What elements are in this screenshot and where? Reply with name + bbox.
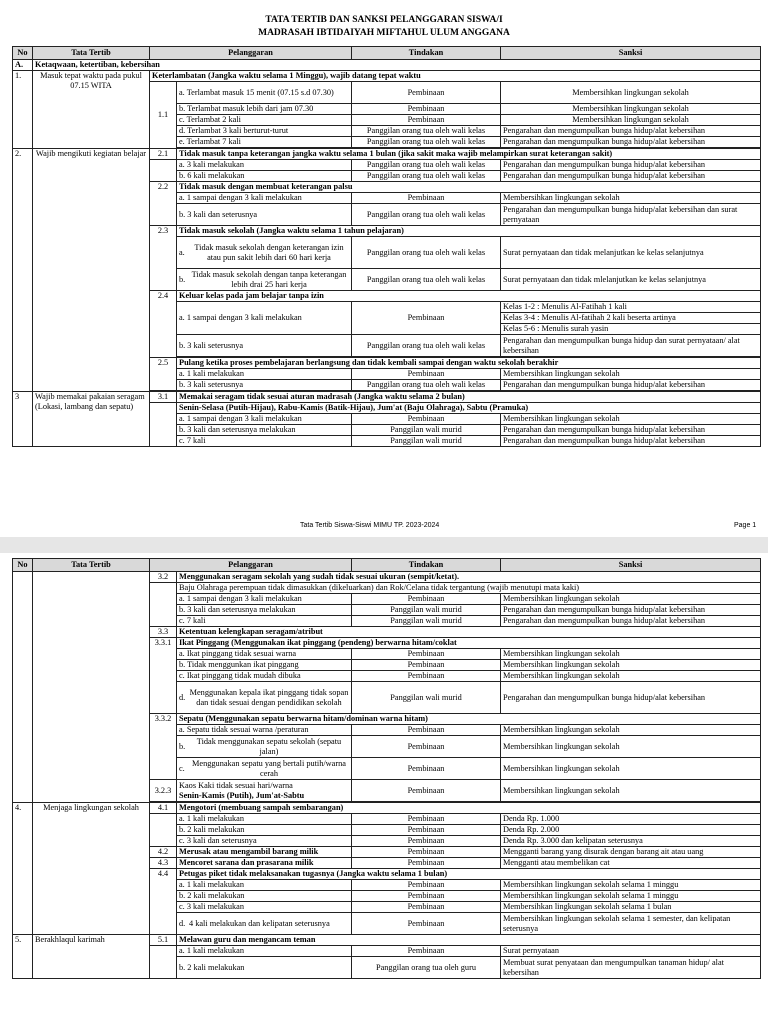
sanction-cell: Membersihkan lingkungan sekolah <box>501 115 761 126</box>
item-letter: b. <box>179 274 186 284</box>
table-row <box>13 935 761 946</box>
violation-item: e. Terlambat 7 kali <box>177 137 352 148</box>
sanction-cell: Kelas 1-2 : Menulis Al-Fatihah 1 kali <box>501 302 761 313</box>
violation-code: 3.2 <box>150 572 177 583</box>
violation-item: a. Sepatu tidak sesuai warna /peraturan <box>177 725 352 736</box>
violation-item <box>177 269 352 291</box>
action-cell: Panggilan wali murid <box>352 436 501 447</box>
violation-heading: Menggunakan seragam sekolah yang sudah tidak sesuai ukuran (sempit/ketat). <box>177 572 761 583</box>
action-cell: Panggilan orang tua oleh wali kelas <box>352 126 501 137</box>
sanction-cell: Membersihkan lingkungan sekolah <box>501 193 761 204</box>
violation-item <box>177 758 352 780</box>
sanction-cell: Membersihkan lingkungan sekolah <box>501 780 761 802</box>
action-cell: Pembinaan <box>352 302 501 335</box>
action-cell: Pembinaan <box>352 891 501 902</box>
sanction-cell: Kelas 5-6 : Menulis surah yasin <box>501 324 761 335</box>
rule-number: 3 <box>13 392 33 447</box>
violation-heading: Mengotori (membuang sampah sembarangan) <box>177 803 761 814</box>
action-cell: Pembinaan <box>352 913 501 935</box>
sanction-cell: Pengarahan dan mengumpulkan bunga hidup/alat kebersihan <box>501 616 761 627</box>
sanction-cell: Denda Rp. 3.000 dan kelipatan seterusnya <box>501 836 761 847</box>
sanction-cell: Membersihkan lingkungan sekolah <box>501 369 761 380</box>
violation-heading: Petugas piket tidak melaksanakan tugasnya (Jangka waktu selama 1 bulan) <box>177 869 761 880</box>
item-text: Menggunakan kepala ikat pinggang tidak sopan dan tidak sesuai dengan pendidikan sekolah <box>189 687 349 707</box>
action-cell: Panggilan orang tua oleh wali kelas <box>352 137 501 148</box>
violation-item <box>177 82 352 104</box>
violation-code: 3.1 <box>150 392 177 403</box>
item-text: Kaos Kaki tidak sesuai hari/warna <box>179 780 293 790</box>
violation-code: 4.3 <box>150 858 177 869</box>
action-cell: Pembinaan <box>352 758 501 780</box>
sanction-cell: Surat pernyataan dan tidak mlelanjutkan ke kelas selanjutnya <box>501 269 761 291</box>
violation-item: b. 3 kali dan seterusnya melakukan <box>177 425 352 436</box>
violation-code: 5.1 <box>150 935 177 946</box>
action-cell: Panggilan wali murid <box>352 425 501 436</box>
rule-title: Wajib mengikuti kegiatan belajar <box>33 149 150 392</box>
action-cell: Panggilan wali murid <box>352 605 501 616</box>
sanction-cell: Membersihkan lingkungan sekolah <box>501 649 761 660</box>
violation-item: a. Ikat pinggang tidak sesuai warna <box>177 649 352 660</box>
violation-item: b. 3 kali seterusnya <box>177 335 352 357</box>
violation-item: a. 3 kali melakukan <box>177 160 352 171</box>
sanction-cell: Membersihkan lingkungan sekolah <box>501 414 761 425</box>
sanction-cell: Pengarahan dan mengumpulkan bunga hidup/alat kebersihan <box>501 436 761 447</box>
violation-item <box>177 780 352 802</box>
section-title: Ketaqwaan, ketertiban, kebersihan <box>33 60 761 71</box>
action-cell: Pembinaan <box>352 414 501 425</box>
sanction-cell: Membersihkan lingkungan sekolah <box>501 82 761 104</box>
sanction-cell: Mengganti barang yang disurak dengan barang ait atau uang <box>501 847 761 858</box>
table-row <box>13 392 761 403</box>
rule-number: 4. <box>13 803 33 935</box>
violation-code: 4.4 <box>150 869 177 935</box>
rules-table-page-2 <box>12 558 761 979</box>
item-letter: a. <box>179 87 187 97</box>
rules-table-page-1 <box>12 46 761 447</box>
code-spacer <box>150 160 177 182</box>
violation-item: b. 6 kali melakukan <box>177 171 352 182</box>
violation-item <box>177 682 352 714</box>
action-cell: Panggilan orang tua oleh wali kelas <box>352 204 501 226</box>
violation-code: 3.3.1 <box>150 638 177 714</box>
sanction-cell: Denda Rp. 1.000 <box>501 814 761 825</box>
action-cell: Panggilan wali murid <box>352 682 501 714</box>
violation-code: 2.4 <box>150 291 177 358</box>
violation-item: c. 7 kali <box>177 436 352 447</box>
table-header-row <box>13 559 761 572</box>
sanction-cell: Membersihkan lingkungan sekolah <box>501 736 761 758</box>
violation-item: b. 2 kali melakukan <box>177 891 352 902</box>
item-letter: d. <box>179 918 186 928</box>
violation-code: 2.1 <box>150 149 177 160</box>
violation-item: a. 1 kali melakukan <box>177 814 352 825</box>
sanction-cell: Pengarahan dan mengumpulkan bunga hidup/alat kebersihan dan surat pernyataan <box>501 204 761 226</box>
violation-item <box>177 736 352 758</box>
item-text: Tidak masuk sekolah dengan keterangan izin atau pun sakit lebih dari 60 hari kerja <box>194 242 344 262</box>
action-cell: Panggilan orang tua oleh wali kelas <box>352 269 501 291</box>
item-letter: c. <box>179 763 185 773</box>
violation-heading: Sepatu (Menggunakan sepatu berwarna hitam/dominan warna hitam) <box>177 714 761 725</box>
violation-item: b. 2 kali melakukan <box>177 825 352 836</box>
footer-document-title: Tata Tertib Siswa-Siswi MIMU TP. 2023-2024 <box>300 522 440 529</box>
rule-number: 5. <box>13 935 33 979</box>
action-cell: Pembinaan <box>352 847 501 858</box>
table-row <box>13 803 761 814</box>
header-pelanggaran: Pelanggaran <box>150 559 352 572</box>
action-cell: Pembinaan <box>352 858 501 869</box>
section-number: A. <box>13 60 33 71</box>
item-letter: a. <box>179 247 185 257</box>
violation-heading: Tidak masuk sekolah (Jangka waktu selama 1 tahun pelajaran) <box>177 226 761 237</box>
action-cell: Pembinaan <box>352 836 501 847</box>
violation-code: 4.2 <box>150 847 177 858</box>
violation-item: b. Tidak menggunkan ikat pinggang <box>177 660 352 671</box>
violation-note: Baju Olahraga perempuan tidak dimasukkan (dikeluarkan) dan Rok/Celana tidak tergantung (wajib menutupi mata kaki) <box>177 583 761 594</box>
header-tata-tertib: Tata Tertib <box>33 559 150 572</box>
sanction-cell: Surat pernyataan dan tidak melanjutkan ke kelas selanjutnya <box>501 237 761 269</box>
violation-code: 4.1 <box>150 803 177 814</box>
sanction-cell: Membersihkan lingkungan sekolah selama 1 minggu <box>501 880 761 891</box>
code-spacer <box>150 946 177 979</box>
sanction-cell: Membersihkan lingkungan sekolah <box>501 660 761 671</box>
violation-code: 3.3 <box>150 627 177 638</box>
sanction-cell: Membuat surat penyataan dan mengumpulkan tanaman hidup/ alat kebersihan <box>501 957 761 979</box>
header-no: No <box>13 559 33 572</box>
violation-item: a. 1 kali melakukan <box>177 369 352 380</box>
rule-title: Berakhlaqul karimah <box>33 935 150 979</box>
action-cell: Pembinaan <box>352 902 501 913</box>
violation-item: a. 1 sampai dengan 3 kali melakukan <box>177 594 352 605</box>
action-cell: Pembinaan <box>352 825 501 836</box>
violation-item: c. Terlambat 2 kali <box>177 115 352 126</box>
violation-code: 3.2.3 <box>150 780 177 802</box>
header-sanksi: Sanksi <box>501 559 761 572</box>
violation-item: b. Terlambat masuk lebih dari jam 07.30 <box>177 104 352 115</box>
sanction-cell: Pengarahan dan mengumpulkan bunga hidup dan surat pernyataan/ alat kebersihan <box>501 335 761 357</box>
sanction-cell: Pengarahan dan mengumpulkan bunga hidup/alat kebersihan <box>501 605 761 616</box>
action-cell: Panggilan orang tua oleh wali kelas <box>352 335 501 357</box>
violation-item: d. Terlambat 3 kali berturut-turut <box>177 126 352 137</box>
rule-number <box>13 572 33 803</box>
violation-item: a. 1 sampai dengan 3 kali melakukan <box>177 193 352 204</box>
violation-item: a. 1 kali melakukan <box>177 880 352 891</box>
violation-code: 2.3 <box>150 226 177 291</box>
action-cell: Panggilan orang tua oleh wali kelas <box>352 160 501 171</box>
action-cell: Pembinaan <box>352 369 501 380</box>
action-cell: Pembinaan <box>352 82 501 104</box>
violation-code: 2.2 <box>150 182 177 226</box>
table-row <box>13 149 761 160</box>
violation-heading: Ikat Pinggang (Menggunakan ikat pinggang (pendeng) berwarna hitam/coklat <box>177 638 761 649</box>
item-letter: d. <box>179 692 186 702</box>
uniform-schedule: Senin-Selasa (Putih-Hijau), Rabu-Kamis (Batik-Hijau), Jum'at (Baju Olahraga), Sabtu (Pramuka) <box>177 403 761 414</box>
rule-title: Wajib memakai pakaian seragam (Lokasi, lambang dan sepatu) <box>33 392 150 447</box>
rule-title: Menjaga lingkungan sekolah <box>33 803 150 935</box>
action-cell: Pembinaan <box>352 880 501 891</box>
action-cell: Panggilan wali murid <box>352 616 501 627</box>
violation-item: b. 3 kali seterusnya <box>177 380 352 391</box>
action-cell: Panggilan orang tua oleh wali kelas <box>352 171 501 182</box>
sanction-cell: Mengganti atau membelikan cat <box>501 858 761 869</box>
item-text-days: Senin-Kamis (Putih), Jum'at-Sabtu <box>179 790 305 800</box>
page-break <box>0 537 768 553</box>
header-sanksi: Sanksi <box>501 47 761 60</box>
sanction-cell: Membersihkan lingkungan sekolah selama 1 semester, dan kelipatan seterusnya <box>501 913 761 935</box>
sanction-cell: Pengarahan dan mengumpulkan bunga hidup/alat kebersihan <box>501 160 761 171</box>
item-text: 4 kali melakukan dan kelipatan seterusnya <box>189 918 330 928</box>
violation-item: b. 3 kali dan seterusnya <box>177 204 352 226</box>
violation-heading: Mencoret sarana dan prasarana milik <box>177 858 352 869</box>
header-pelanggaran: Pelanggaran <box>150 47 352 60</box>
violation-item: b. 2 kali melakukan <box>177 957 352 979</box>
sanction-cell: Membersihkan lingkungan sekolah <box>501 671 761 682</box>
header-no: No <box>13 47 33 60</box>
violation-heading: Ketentuan kelengkapan seragam/atribut <box>177 627 761 638</box>
footer-page-number: Page 1 <box>734 522 757 529</box>
violation-item: a. 1 sampai dengan 3 kali melakukan <box>177 302 352 335</box>
violation-item: a. 1 sampai dengan 3 kali melakukan <box>177 414 352 425</box>
sanction-cell: Membersihkan lingkungan sekolah <box>501 104 761 115</box>
sanction-cell: Pengarahan dan mengumpulkan bunga hidup/alat kebersihan <box>501 380 761 391</box>
violation-code: 3.3.2 <box>150 714 177 780</box>
sanction-cell: Membersihkan lingkungan sekolah <box>501 758 761 780</box>
violation-code: 2.5 <box>150 358 177 391</box>
violation-heading: Tidak masuk dengan membuat keterangan palsu <box>177 182 761 193</box>
action-cell: Panggilan orang tua oleh wali kelas <box>352 380 501 391</box>
action-cell: Pembinaan <box>352 115 501 126</box>
action-cell: Pembinaan <box>352 814 501 825</box>
action-cell: Pembinaan <box>352 736 501 758</box>
page-title-line-2: MADRASAH IBTIDAIYAH MIFTAHUL ULUM ANGGANA <box>258 28 510 38</box>
violation-heading: Keluar kelas pada jam belajar tanpa izin <box>177 291 761 302</box>
sanction-cell: Pengarahan dan mengumpulkan bunga hidup/alat kebersihan <box>501 171 761 182</box>
item-letter: b. <box>179 741 186 751</box>
action-cell: Pembinaan <box>352 193 501 204</box>
violation-heading: Melawan guru dan mengancam teman <box>177 935 761 946</box>
code-spacer <box>150 814 177 847</box>
rule-number: 2. <box>13 149 33 392</box>
table-row <box>13 71 761 82</box>
violation-heading: Pulang ketika proses pembelajaran berlangsung dan tidak kembali sampai dengan waktu sekolah berakhir <box>177 358 761 369</box>
action-cell: Panggilan orang tua oleh guru <box>352 957 501 979</box>
action-cell: Pembinaan <box>352 104 501 115</box>
item-text: Tidak menggunakan sepatu sekolah (sepatu jalan) <box>196 736 342 756</box>
item-text: Tidak masuk sekolah dengan tanpa keterangan lebih drai 25 hari kerja <box>191 269 347 289</box>
violation-item: a. 1 kali melakukan <box>177 946 352 957</box>
action-cell: Pembinaan <box>352 780 501 802</box>
action-cell: Pembinaan <box>352 660 501 671</box>
header-tindakan: Tindakan <box>352 559 501 572</box>
sanction-cell: Pengarahan dan mengumpulkan bunga hidup/alat kebersihan <box>501 682 761 714</box>
action-cell: Pembinaan <box>352 946 501 957</box>
table-row <box>13 572 761 583</box>
action-cell: Pembinaan <box>352 725 501 736</box>
sanction-cell: Surat pernyataan <box>501 946 761 957</box>
action-cell: Panggilan orang tua oleh wali kelas <box>352 237 501 269</box>
sanction-cell: Denda Rp. 2.000 <box>501 825 761 836</box>
header-tata-tertib: Tata Tertib <box>33 47 150 60</box>
section-row <box>13 60 761 71</box>
violation-item <box>177 237 352 269</box>
sanction-cell: Pengarahan dan mengumpulkan bunga hidup/alat kebersihan <box>501 126 761 137</box>
rule-title <box>33 572 150 803</box>
action-cell: Pembinaan <box>352 594 501 605</box>
violation-item <box>177 913 352 935</box>
violation-item: c. 3 kali melakukan <box>177 902 352 913</box>
rule-number: 1. <box>13 71 33 149</box>
page-title-line-1: TATA TERTIB DAN SANKSI PELANGGARAN SISWA/I <box>265 15 503 25</box>
table-header-row <box>13 47 761 60</box>
violation-heading: Tidak masuk tanpa keterangan jangka waktu selama 1 bulan (jika sakit maka wajib melampirkan surat keterangan sakit) <box>177 149 761 160</box>
code-spacer <box>150 583 177 627</box>
violation-item: c. 3 kali dan seterusnya <box>177 836 352 847</box>
violation-code: 1.1 <box>150 82 177 149</box>
violation-item: c. Ikat pinggang tidak mudah dibuka <box>177 671 352 682</box>
item-text: Menggunakan sepatu yang bertali putih/warna cerah <box>192 758 346 778</box>
violation-heading: Memakai seragam tidak sesuai aturan madrasah (Jangka waktu selama 2 bulan) <box>177 392 761 403</box>
violation-heading: Keterlambatan (Jangka waktu selama 1 Minggu), wajib datang tepat waktu <box>150 71 761 82</box>
sanction-cell: Membersihkan lingkungan sekolah selama 1 bulan <box>501 902 761 913</box>
rule-title: Masuk tepat waktu pada pukul 07.15 WITA <box>33 71 150 149</box>
sanction-cell: Kelas 3-4 : Menulis Al-fatihah 2 kali beserta artinya <box>501 313 761 324</box>
sanction-cell: Membersihkan lingkungan sekolah selama 1 minggu <box>501 891 761 902</box>
code-spacer <box>150 403 177 447</box>
sanction-cell: Pengarahan dan mengumpulkan bunga hidup/alat kebersihan <box>501 137 761 148</box>
violation-item: c. 7 kali <box>177 616 352 627</box>
sanction-cell: Membersihkan lingkungan sekolah <box>501 725 761 736</box>
violation-item: b. 3 kali dan seterusnya melakukan <box>177 605 352 616</box>
action-cell: Pembinaan <box>352 671 501 682</box>
sanction-cell: Pengarahan dan mengumpulkan bunga hidup/alat kebersihan <box>501 425 761 436</box>
sanction-cell: Membersihkan lingkungan sekolah <box>501 594 761 605</box>
item-text: Terlambat masuk 15 menit (07.15 s.d 07.30) <box>186 87 334 97</box>
header-tindakan: Tindakan <box>352 47 501 60</box>
action-cell: Pembinaan <box>352 649 501 660</box>
violation-heading: Merusak atau mengambil barang milik <box>177 847 352 858</box>
